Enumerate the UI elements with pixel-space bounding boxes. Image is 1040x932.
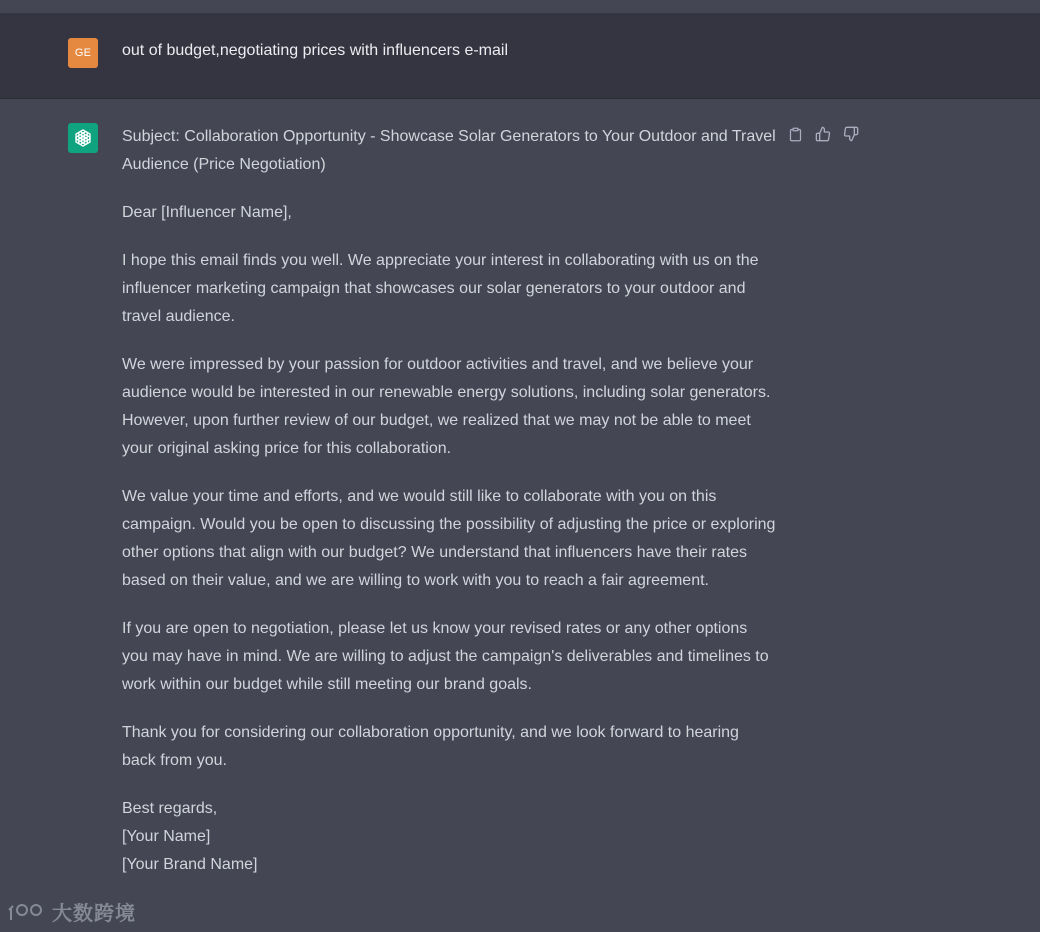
user-message-text: out of budget,negotiating prices with influencers e-mail [122, 42, 508, 59]
assistant-avatar [68, 123, 98, 153]
email-signature-name: [Your Name] [122, 828, 211, 845]
thumbs-down-button[interactable] [842, 125, 860, 143]
clipboard-icon [788, 127, 803, 142]
openai-logo-icon [72, 127, 94, 149]
watermark-logo-icon [8, 900, 46, 924]
user-avatar: GE [68, 38, 98, 68]
message-actions [786, 125, 860, 143]
watermark [8, 897, 136, 926]
thumbs-down-icon [843, 126, 859, 142]
assistant-message-row [0, 99, 1040, 932]
thumbs-up-button[interactable] [814, 125, 832, 143]
email-paragraph: I hope this email finds you well. We appreciate your interest in collaborating with us on the influencer marketing campaign that showcases our solar generators to your outdoor and travel audience. [122, 252, 759, 325]
watermark-text: 大数跨境 [52, 901, 136, 925]
user-message-row [0, 13, 1040, 99]
email-closing: Best regards, [122, 800, 218, 817]
copy-button[interactable] [786, 125, 804, 143]
email-paragraph: If you are open to negotiation, please let us know your revised rates or any other options you may have in mind. We are willing to adjust the campaign's deliverables and timelines to work within our budget while still meeting our brand goals. [122, 620, 769, 693]
thumbs-up-icon [815, 126, 831, 142]
top-strip [0, 0, 1040, 14]
email-subject: Subject: Collaboration Opportunity - Showcase Solar Generators to Your Outdoor and Travel Audience (Price Negotiation) [122, 128, 776, 173]
email-signature-brand: [Your Brand Name] [122, 856, 258, 873]
email-paragraph: We value your time and efforts, and we would still like to collaborate with you on this campaign. Would you be open to discussing the possibility of adjusting the price or exploring other options that align with our budget? We understand that influencers have their rates based on their value, and we are willing to work with you to reach a fair agreement. [122, 488, 776, 589]
email-paragraph: We were impressed by your passion for outdoor activities and travel, and we believe your audience would be interested in our renewable energy solutions, including solar generators. However, upon further review of our budget, we realized that we may not be able to meet your original asking price for this collaboration. [122, 356, 771, 457]
email-paragraph: Thank you for considering our collaboration opportunity, and we look forward to hearing back from you. [122, 724, 739, 769]
assistant-message-body [122, 123, 776, 879]
email-greeting: Dear [Influencer Name], [122, 204, 292, 221]
